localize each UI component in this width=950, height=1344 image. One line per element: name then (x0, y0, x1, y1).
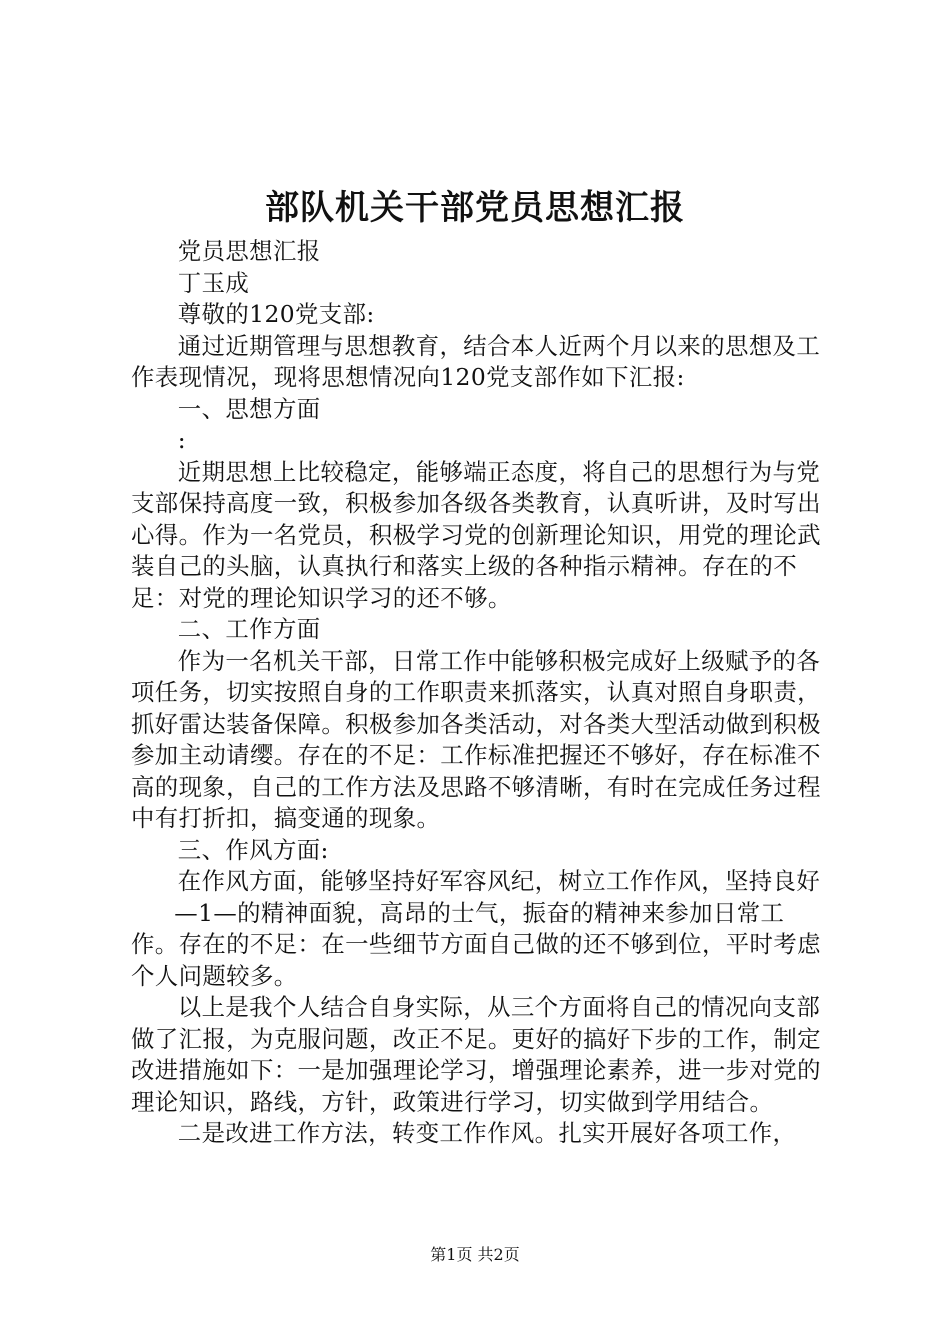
document-title: 部队机关干部党员思想汇报 (265, 188, 685, 228)
section-heading-style: 三、作风方面: (177, 835, 329, 864)
paragraph-summary: 以上是我个人结合自身实际，从三个方面将自己的情况向支部做了汇报，为克服问题，改正不足。更好的搞好下步的工作，制定改进措施如下：一是加强理论学习，增强理论素养，进一步对党的理论知识，路线，方针，政策进行学习，切实做到学用结合。 (131, 993, 821, 1116)
section-heading-thought: 一、思想方面 (177, 394, 321, 423)
paragraph-thought: 近期思想上比较稳定，能够端正态度，将自己的思想行为与党支部保持高度一致，积极参加各级各类教育，认真听讲，及时写出心得。作为一名党员，积极学习党的创新理论知识，用党的理论武装自己的头脑，认真执行和落实上级的各种指示精神。存在的不足：对党的理论知识学习的还不够。 (131, 457, 821, 612)
paragraph-salutation: 尊敬的120党支部: (177, 300, 375, 328)
paragraph-style: 在作风方面，能够坚持好军容风纪，树立工作作风，坚持良好 (177, 867, 821, 895)
section-heading-work: 二、工作方面 (177, 615, 321, 643)
paragraph-intro: 通过近期管理与思想教育，结合本人近两个月以来的思想及工作表现情况，现将思想情况向120党支部作如下汇报: (131, 331, 821, 391)
page-number: 第1页 共2页 (430, 1245, 520, 1264)
paragraph-author: 丁玉成 (177, 268, 250, 297)
paragraph-work: 作为一名机关干部，日常工作中能够积极完成好上级赋予的各项任务，切实按照自身的工作职责来抓落实，认真对照自身职责，抓好雷达装备保障。积极参加各类活动，对各类大型活动做到积极参加主动请缨。存在的不足：工作标准把握还不够好，存在标准不高的现象，自己的工作方法及思路不够清晰，有时在完成任务过程中有打折扣，搞变通的现象。 (131, 646, 821, 832)
paragraph-heading: 党员思想汇报 (177, 237, 321, 265)
document-body (131, 236, 831, 1150)
paragraph-style-continued: —1—的精神面貌，高昂的士气，振奋的精神来参加日常工作。存在的不足：在一些细节方面自己做的还不够到位，平时考虑个人问题较多。 (131, 898, 821, 990)
paragraph-measure-two: 二是改进工作方法，转变工作作风。扎实开展好各项工作， (177, 1119, 797, 1147)
paragraph-colon: : (177, 426, 187, 454)
